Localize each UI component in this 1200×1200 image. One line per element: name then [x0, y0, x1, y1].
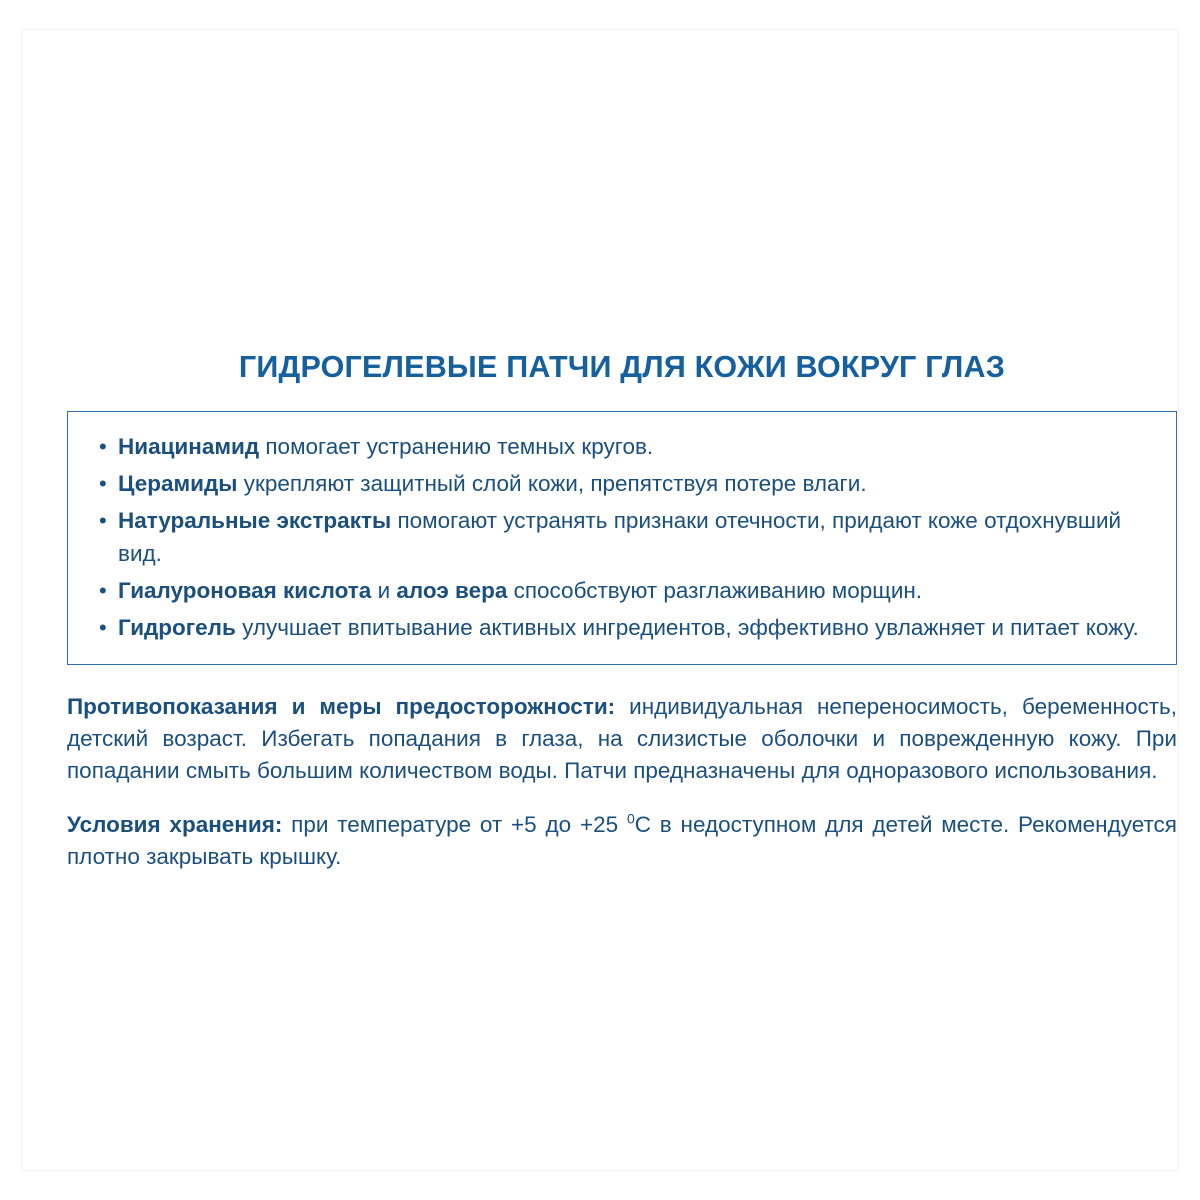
- storage-label: Условия хранения:: [67, 812, 283, 837]
- contraindications-body: индивидуальная непереносимость, беременность, детский возраст. Избегать попадания в глаза, на слизистые оболочки и поврежденную кожу. При попадании смыть большим количеством воды. Патчи предназначены для одноразового использования.: [67, 694, 1177, 783]
- product-package-panel: [22, 30, 1178, 1170]
- contraindications-label: Противопоказания и меры предосторожности:: [67, 694, 616, 719]
- benefit-text: улучшает впитывание активных ингредиентов, эффективно увлажняет и питает кожу.: [235, 615, 1139, 640]
- storage-body-before: при температуре от +5 до +25: [282, 812, 627, 837]
- storage-paragraph: [67, 809, 1177, 873]
- benefit-highlight: Ниацинамид: [118, 434, 260, 459]
- benefit-middle: и: [371, 578, 397, 603]
- page-title: ГИДРОГЕЛЕВЫЕ ПАТЧИ ДЛЯ КОЖИ ВОКРУГ ГЛАЗ: [238, 350, 1006, 384]
- benefit-text: помогают устранять признаки отечности, придают коже отдохнувший вид.: [118, 508, 1122, 566]
- benefits-list: [94, 430, 1150, 644]
- list-item: [94, 504, 1150, 570]
- package-text-content: [67, 350, 1177, 873]
- benefit-highlight: Церамиды: [118, 471, 238, 496]
- benefit-text: способствуют разглаживанию морщин.: [507, 578, 923, 603]
- list-item: [94, 467, 1150, 500]
- benefit-highlight: Натуральные экстракты: [118, 508, 392, 533]
- list-item: [94, 574, 1150, 607]
- list-item: [94, 611, 1150, 644]
- benefit-text: укрепляют защитный слой кожи, препятствуя потере влаги.: [237, 471, 867, 496]
- contraindications-paragraph: [67, 691, 1177, 787]
- benefit-highlight: Гидрогель: [118, 615, 236, 640]
- benefits-box: [67, 411, 1177, 665]
- benefit-highlight: Гиалуроновая кислота: [118, 578, 372, 603]
- benefit-highlight-secondary: алоэ вера: [396, 578, 508, 603]
- storage-body-after: C в недоступном для детей месте. Рекомендуется плотно закрывать крышку.: [67, 812, 1177, 869]
- benefit-text: помогает устранению темных кругов.: [259, 434, 654, 459]
- degree-symbol: 0: [626, 810, 635, 827]
- list-item: [94, 430, 1150, 463]
